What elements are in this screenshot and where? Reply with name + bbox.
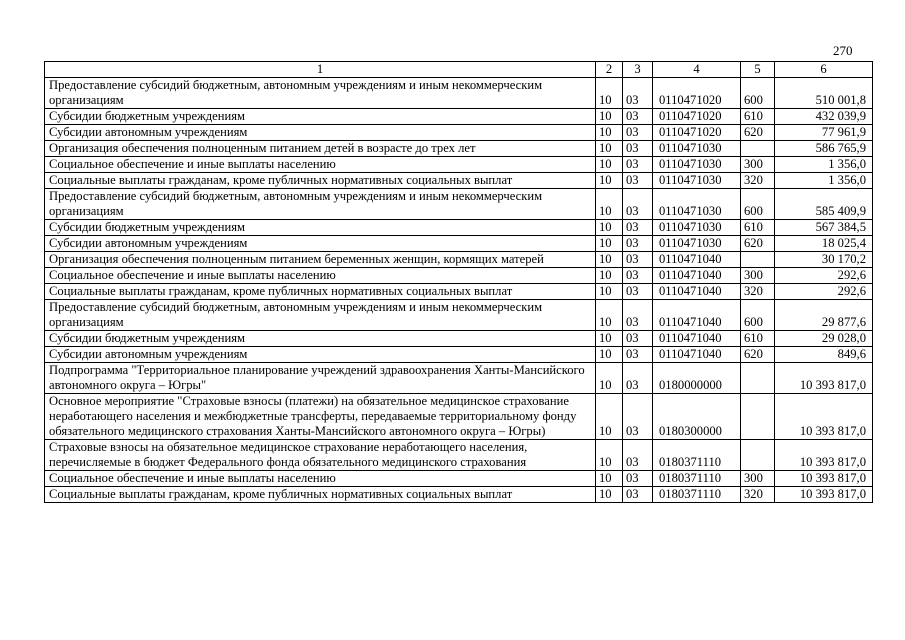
row-amount-cell: 10 393 817,0 <box>775 394 873 440</box>
row-subsection-cell: 03 <box>623 141 653 157</box>
row-amount-cell: 77 961,9 <box>775 125 873 141</box>
row-name-cell: Субсидии бюджетным учреждениям <box>45 220 596 236</box>
row-amount-cell: 1 356,0 <box>775 157 873 173</box>
row-amount-cell: 1 356,0 <box>775 173 873 189</box>
row-target-article-cell: 0180371110 <box>653 471 741 487</box>
header-col-4: 4 <box>653 62 741 78</box>
row-target-article-cell: 0110471030 <box>653 173 741 189</box>
row-target-article-cell: 0110471020 <box>653 125 741 141</box>
row-name-cell: Социальное обеспечение и иные выплаты населению <box>45 157 596 173</box>
row-subsection-cell: 03 <box>623 300 653 331</box>
row-subsection-cell: 03 <box>623 173 653 189</box>
row-target-article-cell: 0110471030 <box>653 157 741 173</box>
header-col-6: 6 <box>775 62 873 78</box>
row-amount-cell: 432 039,9 <box>775 109 873 125</box>
row-amount-cell: 10 393 817,0 <box>775 471 873 487</box>
row-name-cell: Предоставление субсидий бюджетным, автономным учреждениям и иным некоммерческим организациям <box>45 300 596 331</box>
row-subsection-cell: 03 <box>623 394 653 440</box>
table-row <box>45 471 873 487</box>
row-amount-cell: 10 393 817,0 <box>775 440 873 471</box>
row-expense-type-cell: 610 <box>741 220 775 236</box>
row-amount-cell: 29 877,6 <box>775 300 873 331</box>
row-section-cell: 10 <box>596 189 623 220</box>
row-subsection-cell: 03 <box>623 284 653 300</box>
table-row <box>45 487 873 503</box>
row-amount-cell: 292,6 <box>775 284 873 300</box>
row-section-cell: 10 <box>596 331 623 347</box>
row-section-cell: 10 <box>596 220 623 236</box>
table-header-row <box>45 62 873 78</box>
row-name-cell: Организация обеспечения полноценным питанием беременных женщин, кормящих матерей <box>45 252 596 268</box>
row-section-cell: 10 <box>596 268 623 284</box>
table-row <box>45 189 873 220</box>
table-row <box>45 220 873 236</box>
row-subsection-cell: 03 <box>623 252 653 268</box>
row-expense-type-cell: 610 <box>741 109 775 125</box>
row-expense-type-cell: 300 <box>741 268 775 284</box>
page-number: 270 <box>833 43 853 58</box>
row-name-cell: Предоставление субсидий бюджетным, автономным учреждениям и иным некоммерческим организациям <box>45 189 596 220</box>
header-col-3: 3 <box>623 62 653 78</box>
budget-table <box>44 61 873 503</box>
row-expense-type-cell: 300 <box>741 471 775 487</box>
row-expense-type-cell: 600 <box>741 189 775 220</box>
row-section-cell: 10 <box>596 363 623 394</box>
row-subsection-cell: 03 <box>623 331 653 347</box>
row-subsection-cell: 03 <box>623 157 653 173</box>
table-row <box>45 440 873 471</box>
row-name-cell: Социальные выплаты гражданам, кроме публичных нормативных социальных выплат <box>45 173 596 189</box>
row-section-cell: 10 <box>596 109 623 125</box>
row-target-article-cell: 0110471040 <box>653 331 741 347</box>
row-section-cell: 10 <box>596 394 623 440</box>
table-row <box>45 252 873 268</box>
row-name-cell: Субсидии бюджетным учреждениям <box>45 331 596 347</box>
row-name-cell: Субсидии бюджетным учреждениям <box>45 109 596 125</box>
row-expense-type-cell: 610 <box>741 331 775 347</box>
row-expense-type-cell: 600 <box>741 78 775 109</box>
row-name-cell: Социальное обеспечение и иные выплаты населению <box>45 471 596 487</box>
row-expense-type-cell: 620 <box>741 125 775 141</box>
row-target-article-cell: 0110471030 <box>653 189 741 220</box>
row-target-article-cell: 0110471030 <box>653 141 741 157</box>
row-expense-type-cell <box>741 440 775 471</box>
table-row <box>45 236 873 252</box>
header-col-1: 1 <box>45 62 596 78</box>
row-amount-cell: 849,6 <box>775 347 873 363</box>
table-row <box>45 347 873 363</box>
row-name-cell: Основное мероприятие "Страховые взносы (платежи) на обязательное медицинское страхование неработающего населения и межбюджетные трансферты, передаваемые территориальному фонду обязательного медицинского страхования Ханты-Мансийского автономного округа – Югры) <box>45 394 596 440</box>
row-section-cell: 10 <box>596 440 623 471</box>
row-expense-type-cell <box>741 394 775 440</box>
row-name-cell: Социальные выплаты гражданам, кроме публичных нормативных социальных выплат <box>45 487 596 503</box>
row-amount-cell: 510 001,8 <box>775 78 873 109</box>
row-amount-cell: 586 765,9 <box>775 141 873 157</box>
row-subsection-cell: 03 <box>623 440 653 471</box>
row-name-cell: Субсидии автономным учреждениям <box>45 125 596 141</box>
header-col-2: 2 <box>596 62 623 78</box>
row-name-cell: Социальное обеспечение и иные выплаты населению <box>45 268 596 284</box>
row-target-article-cell: 0110471040 <box>653 252 741 268</box>
header-col-5: 5 <box>741 62 775 78</box>
row-section-cell: 10 <box>596 125 623 141</box>
row-amount-cell: 29 028,0 <box>775 331 873 347</box>
row-name-cell: Организация обеспечения полноценным питанием детей в возрасте до трех лет <box>45 141 596 157</box>
row-section-cell: 10 <box>596 157 623 173</box>
row-target-article-cell: 0180371110 <box>653 440 741 471</box>
row-amount-cell: 567 384,5 <box>775 220 873 236</box>
table-row <box>45 109 873 125</box>
row-subsection-cell: 03 <box>623 109 653 125</box>
row-amount-cell: 18 025,4 <box>775 236 873 252</box>
row-subsection-cell: 03 <box>623 471 653 487</box>
table-row <box>45 300 873 331</box>
row-expense-type-cell <box>741 252 775 268</box>
row-target-article-cell: 0110471030 <box>653 220 741 236</box>
row-section-cell: 10 <box>596 300 623 331</box>
row-target-article-cell: 0110471040 <box>653 300 741 331</box>
row-section-cell: 10 <box>596 141 623 157</box>
table-row <box>45 141 873 157</box>
row-section-cell: 10 <box>596 78 623 109</box>
table-row <box>45 394 873 440</box>
row-target-article-cell: 0110471020 <box>653 109 741 125</box>
row-target-article-cell: 0180000000 <box>653 363 741 394</box>
row-name-cell: Подпрограмма "Территориальное планирование учреждений здравоохранения Ханты-Мансийского автономного округа – Югры" <box>45 363 596 394</box>
row-section-cell: 10 <box>596 173 623 189</box>
row-target-article-cell: 0110471020 <box>653 78 741 109</box>
row-expense-type-cell: 320 <box>741 284 775 300</box>
row-section-cell: 10 <box>596 471 623 487</box>
row-target-article-cell: 0180300000 <box>653 394 741 440</box>
row-amount-cell: 585 409,9 <box>775 189 873 220</box>
row-target-article-cell: 0110471040 <box>653 268 741 284</box>
row-subsection-cell: 03 <box>623 78 653 109</box>
row-expense-type-cell: 320 <box>741 173 775 189</box>
row-name-cell: Социальные выплаты гражданам, кроме публичных нормативных социальных выплат <box>45 284 596 300</box>
table-row <box>45 173 873 189</box>
row-subsection-cell: 03 <box>623 487 653 503</box>
table-row <box>45 331 873 347</box>
table-row <box>45 125 873 141</box>
row-target-article-cell: 0110471040 <box>653 347 741 363</box>
row-target-article-cell: 0110471030 <box>653 236 741 252</box>
row-target-article-cell: 0110471040 <box>653 284 741 300</box>
row-subsection-cell: 03 <box>623 363 653 394</box>
row-section-cell: 10 <box>596 347 623 363</box>
row-expense-type-cell: 620 <box>741 347 775 363</box>
table-row <box>45 157 873 173</box>
row-name-cell: Субсидии автономным учреждениям <box>45 347 596 363</box>
row-subsection-cell: 03 <box>623 236 653 252</box>
row-amount-cell: 30 170,2 <box>775 252 873 268</box>
row-section-cell: 10 <box>596 236 623 252</box>
table-row <box>45 268 873 284</box>
row-subsection-cell: 03 <box>623 347 653 363</box>
row-subsection-cell: 03 <box>623 268 653 284</box>
row-section-cell: 10 <box>596 252 623 268</box>
row-subsection-cell: 03 <box>623 125 653 141</box>
table-row <box>45 78 873 109</box>
table-row <box>45 284 873 300</box>
row-name-cell: Субсидии автономным учреждениям <box>45 236 596 252</box>
row-target-article-cell: 0180371110 <box>653 487 741 503</box>
row-expense-type-cell <box>741 363 775 394</box>
table-row <box>45 363 873 394</box>
row-expense-type-cell <box>741 141 775 157</box>
row-amount-cell: 10 393 817,0 <box>775 363 873 394</box>
row-section-cell: 10 <box>596 487 623 503</box>
row-subsection-cell: 03 <box>623 189 653 220</box>
row-name-cell: Страховые взносы на обязательное медицинское страхование неработающего населения, перечисляемые в бюджет Федерального фонда обязательного медицинского страхования <box>45 440 596 471</box>
row-expense-type-cell: 600 <box>741 300 775 331</box>
row-section-cell: 10 <box>596 284 623 300</box>
row-expense-type-cell: 620 <box>741 236 775 252</box>
row-name-cell: Предоставление субсидий бюджетным, автономным учреждениям и иным некоммерческим организациям <box>45 78 596 109</box>
row-subsection-cell: 03 <box>623 220 653 236</box>
row-amount-cell: 292,6 <box>775 268 873 284</box>
row-expense-type-cell: 300 <box>741 157 775 173</box>
row-expense-type-cell: 320 <box>741 487 775 503</box>
row-amount-cell: 10 393 817,0 <box>775 487 873 503</box>
